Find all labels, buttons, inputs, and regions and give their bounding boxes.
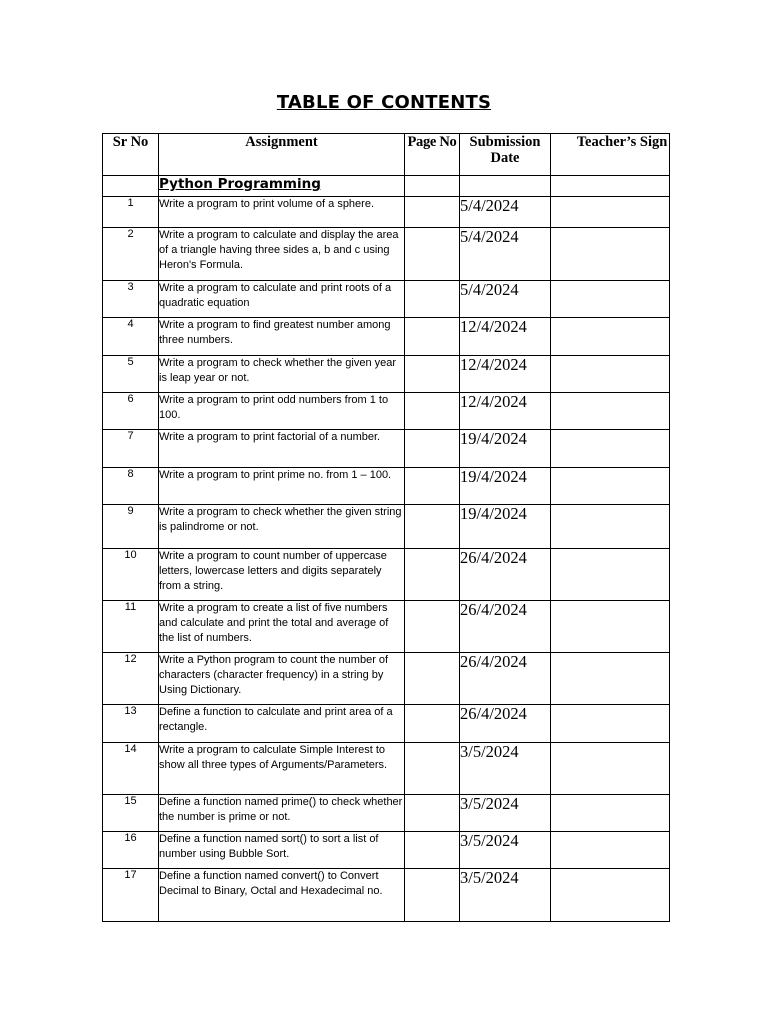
submission-date-cell: 19/4/2024: [460, 468, 551, 505]
sr-cell: 3: [103, 281, 159, 318]
header-assignment: Assignment: [159, 134, 405, 176]
page-no-cell: [405, 795, 460, 832]
table-row: [103, 743, 670, 795]
header-page-no: Page No: [405, 134, 460, 176]
sr-cell: 6: [103, 393, 159, 430]
teacher-sign-cell: [551, 653, 670, 705]
page-no-cell: [405, 430, 460, 468]
sr-cell: 12: [103, 653, 159, 705]
submission-date-cell: 12/4/2024: [460, 318, 551, 356]
section-sign-cell: [551, 176, 670, 197]
table-row: [103, 832, 670, 869]
table-row: [103, 705, 670, 743]
page-no-cell: [405, 869, 460, 922]
table-row: [103, 468, 670, 505]
submission-date-cell: 26/4/2024: [460, 705, 551, 743]
teacher-sign-cell: [551, 549, 670, 601]
submission-date-cell: 5/4/2024: [460, 228, 551, 281]
assignment-cell: Write a program to calculate and print roots of a quadratic equation: [159, 281, 405, 318]
table-row: [103, 393, 670, 430]
header-sr-no: Sr No: [103, 134, 159, 176]
sr-cell: 10: [103, 549, 159, 601]
assignment-cell: Write a program to print factorial of a number.: [159, 430, 405, 468]
section-page-cell: [405, 176, 460, 197]
sr-cell: 11: [103, 601, 159, 653]
submission-date-cell: 12/4/2024: [460, 356, 551, 393]
assignment-cell: Write a program to calculate Simple Interest to show all three types of Arguments/Parameters.: [159, 743, 405, 795]
sr-cell: 17: [103, 869, 159, 922]
table-row: [103, 505, 670, 549]
assignment-cell: Write a program to check whether the given string is palindrome or not.: [159, 505, 405, 549]
sr-cell: 2: [103, 228, 159, 281]
teacher-sign-cell: [551, 318, 670, 356]
assignment-cell: Write a program to check whether the given year is leap year or not.: [159, 356, 405, 393]
table-row: [103, 281, 670, 318]
page-no-cell: [405, 197, 460, 228]
teacher-sign-cell: [551, 743, 670, 795]
header-submission-date: Submission Date: [460, 134, 551, 176]
table-row: [103, 549, 670, 601]
sr-cell: 8: [103, 468, 159, 505]
page-no-cell: [405, 653, 460, 705]
teacher-sign-cell: [551, 281, 670, 318]
submission-date-cell: 3/5/2024: [460, 832, 551, 869]
teacher-sign-cell: [551, 356, 670, 393]
table-row: [103, 356, 670, 393]
assignment-cell: Define a function to calculate and print area of a rectangle.: [159, 705, 405, 743]
assignment-cell: Write a program to find greatest number among three numbers.: [159, 318, 405, 356]
submission-date-cell: 3/5/2024: [460, 743, 551, 795]
page-no-cell: [405, 468, 460, 505]
header-teachers-sign: Teacher’s Sign: [551, 134, 670, 176]
sr-cell: 15: [103, 795, 159, 832]
page-title: TABLE OF CONTENTS: [276, 92, 492, 113]
header-row: [103, 134, 670, 176]
submission-date-cell: 26/4/2024: [460, 549, 551, 601]
submission-date-cell: 3/5/2024: [460, 869, 551, 922]
table-row: [103, 795, 670, 832]
teacher-sign-cell: [551, 832, 670, 869]
page-no-cell: [405, 318, 460, 356]
submission-date-cell: 5/4/2024: [460, 281, 551, 318]
submission-date-cell: 19/4/2024: [460, 505, 551, 549]
page-no-cell: [405, 549, 460, 601]
sr-cell: 5: [103, 356, 159, 393]
assignment-cell: Define a function named convert() to Convert Decimal to Binary, Octal and Hexadecimal no.: [159, 869, 405, 922]
assignment-cell: Write a program to count number of uppercase letters, lowercase letters and digits separately from a string.: [159, 549, 405, 601]
submission-date-cell: 19/4/2024: [460, 430, 551, 468]
assignment-cell: Write a program to print odd numbers from 1 to 100.: [159, 393, 405, 430]
contents-table: [102, 133, 670, 922]
teacher-sign-cell: [551, 430, 670, 468]
assignment-cell: Write a program to create a list of five numbers and calculate and print the total and average of the list of numbers.: [159, 601, 405, 653]
teacher-sign-cell: [551, 869, 670, 922]
assignment-cell: Write a program to calculate and display the area of a triangle having three sides a, b and c using Heron's Formula.: [159, 228, 405, 281]
table-row: [103, 601, 670, 653]
sr-cell: 13: [103, 705, 159, 743]
page-no-cell: [405, 743, 460, 795]
assignment-cell: Define a function named sort() to sort a list of number using Bubble Sort.: [159, 832, 405, 869]
page-no-cell: [405, 705, 460, 743]
assignment-cell: Write a Python program to count the number of characters (character frequency) in a string by Using Dictionary.: [159, 653, 405, 705]
page-no-cell: [405, 505, 460, 549]
teacher-sign-cell: [551, 795, 670, 832]
sr-cell: 16: [103, 832, 159, 869]
assignment-cell: Write a program to print volume of a sphere.: [159, 197, 405, 228]
page-no-cell: [405, 356, 460, 393]
teacher-sign-cell: [551, 601, 670, 653]
submission-date-cell: 5/4/2024: [460, 197, 551, 228]
table-row: [103, 430, 670, 468]
submission-date-cell: 26/4/2024: [460, 601, 551, 653]
section-row: [103, 176, 670, 197]
page-no-cell: [405, 832, 460, 869]
page-no-cell: [405, 228, 460, 281]
sr-cell: 14: [103, 743, 159, 795]
submission-date-cell: 12/4/2024: [460, 393, 551, 430]
table-row: [103, 197, 670, 228]
table-row: [103, 869, 670, 922]
sr-cell: 7: [103, 430, 159, 468]
assignment-cell: Define a function named prime() to check whether the number is prime or not.: [159, 795, 405, 832]
submission-date-cell: 3/5/2024: [460, 795, 551, 832]
sr-cell: 9: [103, 505, 159, 549]
teacher-sign-cell: [551, 393, 670, 430]
table-row: [103, 228, 670, 281]
teacher-sign-cell: [551, 705, 670, 743]
teacher-sign-cell: [551, 468, 670, 505]
sr-cell: 1: [103, 197, 159, 228]
sr-cell: 4: [103, 318, 159, 356]
teacher-sign-cell: [551, 505, 670, 549]
page-no-cell: [405, 601, 460, 653]
assignment-cell: Write a program to print prime no. from 1 – 100.: [159, 468, 405, 505]
table-row: [103, 653, 670, 705]
submission-date-cell: 26/4/2024: [460, 653, 551, 705]
teacher-sign-cell: [551, 228, 670, 281]
section-sr-cell: [103, 176, 159, 197]
section-title: Python Programming: [159, 176, 405, 197]
table-row: [103, 318, 670, 356]
teacher-sign-cell: [551, 197, 670, 228]
page-no-cell: [405, 393, 460, 430]
page-no-cell: [405, 281, 460, 318]
section-date-cell: [460, 176, 551, 197]
